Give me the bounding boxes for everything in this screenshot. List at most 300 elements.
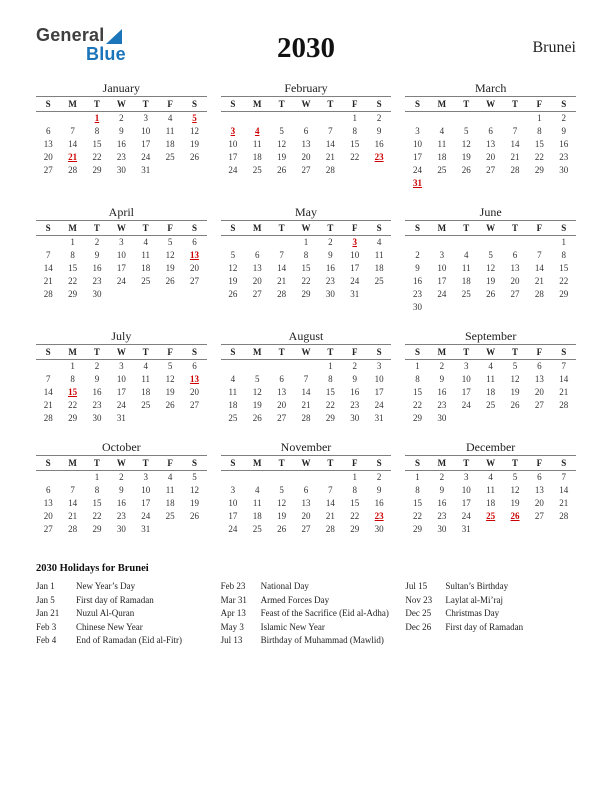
day-cell-empty — [527, 411, 551, 424]
day-cell: 12 — [510, 373, 520, 384]
day-cell: 5 — [192, 471, 197, 482]
day-cell: 16 — [559, 138, 569, 149]
day-cell: 24 — [141, 151, 151, 162]
day-cell: 7 — [512, 125, 518, 136]
day-cell: 9 — [415, 262, 420, 273]
holiday-name: Chinese New Year — [76, 621, 143, 632]
month-title: October — [36, 440, 207, 456]
weekday-label: T — [85, 345, 109, 359]
holiday-date: Jul 13 — [220, 635, 243, 645]
day-cell: 31 — [350, 288, 360, 299]
month-grid — [36, 221, 207, 300]
day-cell: 26 — [277, 164, 287, 175]
weekday-label: W — [109, 456, 133, 470]
day-cell: 11 — [486, 373, 495, 384]
day-cell: 26 — [228, 288, 238, 299]
weekday-label: M — [245, 221, 269, 235]
day-cell: 28 — [325, 523, 335, 534]
day-cell: 24 — [141, 510, 151, 521]
day-cell: 12 — [277, 138, 287, 149]
day-cell: 29 — [68, 288, 78, 299]
day-cell-empty — [454, 111, 478, 124]
day-cell-empty — [552, 300, 576, 313]
day-cell: 26 — [189, 151, 199, 162]
day-cell: 11 — [437, 138, 447, 149]
day-cell: 6 — [488, 125, 493, 136]
day-cell: 26 — [165, 399, 175, 410]
month-grid — [221, 456, 392, 535]
weekday-label: S — [221, 345, 245, 359]
day-cell-holiday: 23 — [374, 510, 384, 521]
day-cell: 4 — [167, 112, 173, 123]
day-cell: 30 — [325, 288, 335, 299]
day-cell: 8 — [94, 125, 100, 136]
day-cell: 31 — [374, 412, 384, 423]
day-cell: 25 — [461, 288, 471, 299]
weekday-label: W — [109, 221, 133, 235]
day-cell: 4 — [167, 471, 173, 482]
day-cell-empty — [454, 300, 478, 313]
calendar-country: Brunei — [532, 39, 576, 56]
weekday-label: F — [158, 221, 182, 235]
day-cell-empty — [552, 176, 576, 189]
day-cell: 5 — [279, 125, 284, 136]
day-cell: 20 — [534, 386, 544, 397]
day-cell: 7 — [561, 471, 567, 482]
day-cell: 10 — [437, 262, 447, 273]
day-cell-empty — [221, 470, 245, 483]
day-cell: 12 — [165, 373, 175, 384]
day-cell: 14 — [559, 484, 569, 495]
day-cell: 5 — [512, 360, 518, 371]
day-cell: 12 — [228, 262, 238, 273]
weekday-label: S — [405, 456, 429, 470]
weekday-label: S — [182, 97, 206, 111]
day-cell: 20 — [252, 275, 262, 286]
day-cell: 8 — [303, 249, 309, 260]
day-cell: 3 — [119, 360, 124, 371]
month-may — [221, 205, 392, 313]
day-cell-empty — [503, 235, 527, 248]
weekday-label: S — [367, 221, 391, 235]
day-cell: 5 — [279, 484, 284, 495]
day-cell: 2 — [561, 112, 567, 123]
day-cell: 29 — [68, 412, 78, 423]
day-cell: 25 — [437, 164, 447, 175]
day-cell-empty — [503, 176, 527, 189]
day-cell: 15 — [92, 138, 102, 149]
holidays-columns — [36, 580, 576, 648]
day-cell: 13 — [301, 138, 311, 149]
weekday-label: T — [454, 345, 478, 359]
day-cell: 10 — [413, 138, 423, 149]
weekday-label: T — [503, 345, 527, 359]
day-cell: 14 — [68, 138, 78, 149]
day-cell-empty — [109, 287, 133, 300]
weekday-label: S — [405, 345, 429, 359]
day-cell: 23 — [325, 275, 335, 286]
day-cell: 3 — [230, 484, 236, 495]
day-cell: 18 — [486, 497, 496, 508]
day-cell: 3 — [439, 249, 445, 260]
day-cell: 16 — [374, 138, 384, 149]
day-cell: 6 — [45, 125, 51, 136]
day-cell: 17 — [116, 262, 126, 273]
day-cell-empty — [158, 287, 182, 300]
day-cell: 24 — [374, 399, 384, 410]
day-cell: 21 — [43, 399, 53, 410]
day-cell: 12 — [461, 138, 471, 149]
day-cell: 28 — [277, 288, 287, 299]
holiday-name: New Year’s Day — [76, 581, 136, 591]
day-cell: 21 — [43, 275, 53, 286]
day-cell-empty — [478, 522, 502, 535]
month-title: November — [221, 440, 392, 456]
day-cell: 16 — [92, 262, 102, 273]
day-cell: 8 — [537, 125, 542, 136]
day-cell: 13 — [534, 484, 544, 495]
day-cell: 15 — [350, 497, 360, 508]
holiday-date: Feb 4 — [36, 635, 57, 645]
day-cell-holiday: 1 — [94, 112, 100, 123]
day-cell: 20 — [189, 386, 199, 397]
day-cell: 10 — [141, 125, 151, 136]
day-cell-empty — [221, 235, 245, 248]
weekday-label: F — [527, 97, 551, 111]
day-cell-empty — [527, 176, 551, 189]
day-cell: 22 — [413, 399, 423, 410]
day-cell: 2 — [119, 471, 124, 482]
day-cell-empty — [503, 522, 527, 535]
day-cell: 1 — [328, 360, 333, 371]
day-cell: 11 — [228, 386, 238, 397]
day-cell: 16 — [437, 497, 447, 508]
month-september — [405, 329, 576, 424]
day-cell: 2 — [328, 236, 333, 247]
weekday-label: T — [318, 345, 342, 359]
day-cell: 1 — [415, 471, 420, 482]
weekday-label: T — [269, 456, 293, 470]
weekday-label: S — [367, 456, 391, 470]
day-cell: 28 — [559, 510, 569, 521]
day-cell: 30 — [350, 412, 360, 423]
day-cell-empty — [221, 111, 245, 124]
day-cell: 20 — [189, 262, 199, 273]
weekday-label: M — [60, 345, 84, 359]
day-cell: 22 — [559, 275, 569, 286]
day-cell: 20 — [43, 510, 53, 521]
day-cell: 31 — [116, 412, 126, 423]
day-cell: 5 — [464, 125, 469, 136]
day-cell: 13 — [534, 373, 544, 384]
month-grid — [221, 221, 392, 300]
day-cell: 15 — [325, 386, 335, 397]
day-cell: 17 — [141, 138, 151, 149]
weekday-label: T — [269, 345, 293, 359]
day-cell: 25 — [228, 412, 238, 423]
day-cell: 21 — [277, 275, 287, 286]
day-cell: 12 — [252, 386, 262, 397]
day-cell: 27 — [252, 288, 262, 299]
holiday-name: Islamic New Year — [260, 621, 325, 632]
day-cell: 23 — [413, 288, 423, 299]
day-cell: 2 — [119, 112, 124, 123]
holiday-entry — [405, 621, 576, 635]
day-cell: 29 — [534, 164, 544, 175]
day-cell: 30 — [374, 523, 384, 534]
day-cell: 6 — [512, 249, 518, 260]
weekday-label: M — [60, 97, 84, 111]
day-cell: 5 — [512, 471, 518, 482]
holiday-entry — [221, 634, 392, 648]
day-cell-empty — [294, 111, 318, 124]
day-cell: 27 — [277, 412, 287, 423]
weekday-label: S — [552, 345, 576, 359]
day-cell: 17 — [350, 262, 360, 273]
day-cell: 3 — [464, 360, 469, 371]
holiday-date: Dec 25 — [405, 608, 432, 618]
day-cell: 3 — [415, 125, 420, 136]
day-cell: 25 — [141, 275, 151, 286]
day-cell: 1 — [537, 112, 542, 123]
day-cell-empty — [454, 176, 478, 189]
day-cell: 10 — [461, 484, 471, 495]
day-cell-empty — [430, 235, 454, 248]
day-cell: 11 — [461, 262, 471, 273]
day-cell-empty — [527, 522, 551, 535]
day-cell: 22 — [350, 151, 360, 162]
weekday-label: T — [134, 221, 158, 235]
day-cell: 21 — [534, 275, 544, 286]
months-grid — [36, 81, 576, 535]
day-cell: 22 — [301, 275, 311, 286]
day-cell: 29 — [301, 288, 311, 299]
weekday-label: T — [134, 345, 158, 359]
weekday-label: S — [36, 97, 60, 111]
day-cell: 15 — [413, 386, 423, 397]
day-cell-empty — [134, 411, 158, 424]
day-cell: 7 — [70, 125, 75, 136]
day-cell: 18 — [437, 151, 447, 162]
day-cell: 27 — [510, 288, 520, 299]
day-cell-holiday: 31 — [413, 177, 423, 188]
day-cell-holiday: 3 — [352, 236, 357, 247]
month-title: August — [221, 329, 392, 345]
day-cell: 4 — [143, 360, 148, 371]
holiday-entry — [405, 580, 576, 594]
holiday-date: Dec 26 — [405, 621, 432, 632]
day-cell-empty — [36, 359, 60, 372]
holiday-entry — [36, 634, 207, 648]
day-cell: 17 — [461, 386, 471, 397]
weekday-label: F — [527, 456, 551, 470]
day-cell: 16 — [116, 497, 126, 508]
day-cell: 24 — [461, 399, 471, 410]
day-cell: 4 — [143, 236, 148, 247]
holiday-entry — [221, 580, 392, 594]
day-cell-empty — [182, 163, 206, 176]
day-cell: 22 — [325, 399, 335, 410]
day-cell: 21 — [301, 399, 311, 410]
weekday-label: M — [60, 456, 84, 470]
day-cell: 20 — [534, 497, 544, 508]
day-cell: 6 — [303, 125, 309, 136]
day-cell: 23 — [92, 399, 102, 410]
day-cell-empty — [36, 470, 60, 483]
day-cell: 27 — [189, 275, 199, 286]
day-cell: 27 — [301, 164, 311, 175]
day-cell: 15 — [413, 497, 423, 508]
day-cell: 27 — [534, 510, 544, 521]
weekday-label: T — [318, 97, 342, 111]
day-cell: 7 — [45, 373, 51, 384]
weekday-label: S — [405, 97, 429, 111]
logo-text-blue: Blue — [86, 44, 126, 64]
day-cell: 9 — [119, 125, 124, 136]
day-cell: 25 — [252, 523, 262, 534]
month-grid — [221, 97, 392, 176]
day-cell: 9 — [561, 125, 567, 136]
day-cell: 22 — [534, 151, 544, 162]
day-cell: 18 — [165, 138, 175, 149]
weekday-label: M — [245, 97, 269, 111]
day-cell: 1 — [70, 360, 75, 371]
day-cell: 9 — [439, 484, 445, 495]
day-cell: 11 — [252, 497, 262, 508]
day-cell: 8 — [415, 373, 420, 384]
weekday-label: S — [552, 456, 576, 470]
day-cell: 20 — [43, 151, 53, 162]
day-cell: 28 — [301, 412, 311, 423]
weekday-label: S — [367, 345, 391, 359]
month-title: July — [36, 329, 207, 345]
day-cell: 7 — [328, 484, 333, 495]
day-cell-empty — [245, 359, 269, 372]
day-cell: 19 — [165, 386, 175, 397]
month-grid — [405, 456, 576, 535]
day-cell: 28 — [43, 288, 53, 299]
day-cell: 19 — [277, 151, 287, 162]
day-cell-empty — [527, 235, 551, 248]
weekday-label: S — [552, 221, 576, 235]
month-january — [36, 81, 207, 189]
weekday-label: W — [294, 456, 318, 470]
weekday-label: T — [503, 221, 527, 235]
day-cell: 24 — [413, 164, 423, 175]
weekday-label: T — [85, 456, 109, 470]
day-cell: 19 — [486, 275, 496, 286]
day-cell: 30 — [116, 164, 126, 175]
day-cell: 17 — [374, 386, 384, 397]
day-cell-empty — [294, 470, 318, 483]
day-cell-empty — [60, 111, 84, 124]
day-cell: 7 — [537, 249, 542, 260]
day-cell-empty — [221, 359, 245, 372]
weekday-label: F — [158, 345, 182, 359]
month-december — [405, 440, 576, 535]
day-cell: 21 — [559, 497, 569, 508]
day-cell: 2 — [376, 112, 382, 123]
day-cell: 10 — [374, 373, 384, 384]
day-cell: 11 — [165, 125, 175, 136]
day-cell: 9 — [352, 373, 357, 384]
day-cell-empty — [245, 111, 269, 124]
day-cell: 7 — [279, 249, 284, 260]
month-august — [221, 329, 392, 424]
day-cell: 16 — [437, 386, 447, 397]
day-cell-empty — [182, 411, 206, 424]
day-cell: 4 — [488, 471, 493, 482]
day-cell: 22 — [68, 399, 78, 410]
day-cell: 11 — [252, 138, 262, 149]
day-cell: 19 — [461, 151, 471, 162]
holiday-date: Feb 3 — [36, 621, 57, 632]
day-cell: 26 — [252, 412, 262, 423]
day-cell-empty — [269, 111, 293, 124]
day-cell: 28 — [43, 412, 53, 423]
day-cell: 11 — [486, 484, 495, 495]
day-cell: 30 — [437, 523, 447, 534]
weekday-label: T — [269, 97, 293, 111]
weekday-label: S — [221, 456, 245, 470]
day-cell: 3 — [464, 471, 469, 482]
weekday-label: T — [503, 97, 527, 111]
weekday-label: W — [478, 345, 502, 359]
day-cell: 6 — [537, 360, 542, 371]
day-cell: 10 — [116, 373, 126, 384]
day-cell: 20 — [301, 151, 311, 162]
day-cell: 19 — [510, 386, 520, 397]
day-cell: 24 — [116, 399, 126, 410]
day-cell: 17 — [228, 510, 238, 521]
day-cell: 9 — [94, 373, 100, 384]
holiday-date: Mar 31 — [220, 594, 247, 605]
day-cell: 13 — [43, 138, 53, 149]
day-cell: 16 — [92, 386, 102, 397]
day-cell: 23 — [116, 510, 126, 521]
month-grid — [36, 345, 207, 424]
general-blue-logo — [36, 26, 216, 63]
day-cell: 19 — [228, 275, 238, 286]
day-cell: 18 — [374, 262, 384, 273]
day-cell: 30 — [116, 523, 126, 534]
weekday-label: S — [182, 456, 206, 470]
day-cell-empty — [405, 235, 429, 248]
day-cell: 29 — [350, 523, 360, 534]
month-title: June — [405, 205, 576, 221]
day-cell: 24 — [461, 510, 471, 521]
day-cell: 17 — [437, 275, 447, 286]
day-cell-holiday: 13 — [189, 373, 199, 384]
day-cell: 25 — [165, 510, 175, 521]
weekday-label: T — [134, 456, 158, 470]
day-cell: 5 — [488, 249, 493, 260]
day-cell-empty — [478, 111, 502, 124]
day-cell: 29 — [413, 523, 423, 534]
day-cell-empty — [60, 470, 84, 483]
day-cell: 21 — [325, 151, 335, 162]
day-cell: 24 — [437, 288, 447, 299]
sail-flag-icon — [106, 29, 122, 44]
day-cell: 6 — [45, 484, 51, 495]
holiday-entry — [221, 607, 392, 621]
day-cell: 18 — [252, 151, 262, 162]
day-cell: 22 — [350, 510, 360, 521]
day-cell: 4 — [230, 373, 236, 384]
weekday-label: W — [109, 345, 133, 359]
day-cell-empty — [158, 522, 182, 535]
day-cell: 15 — [301, 262, 311, 273]
